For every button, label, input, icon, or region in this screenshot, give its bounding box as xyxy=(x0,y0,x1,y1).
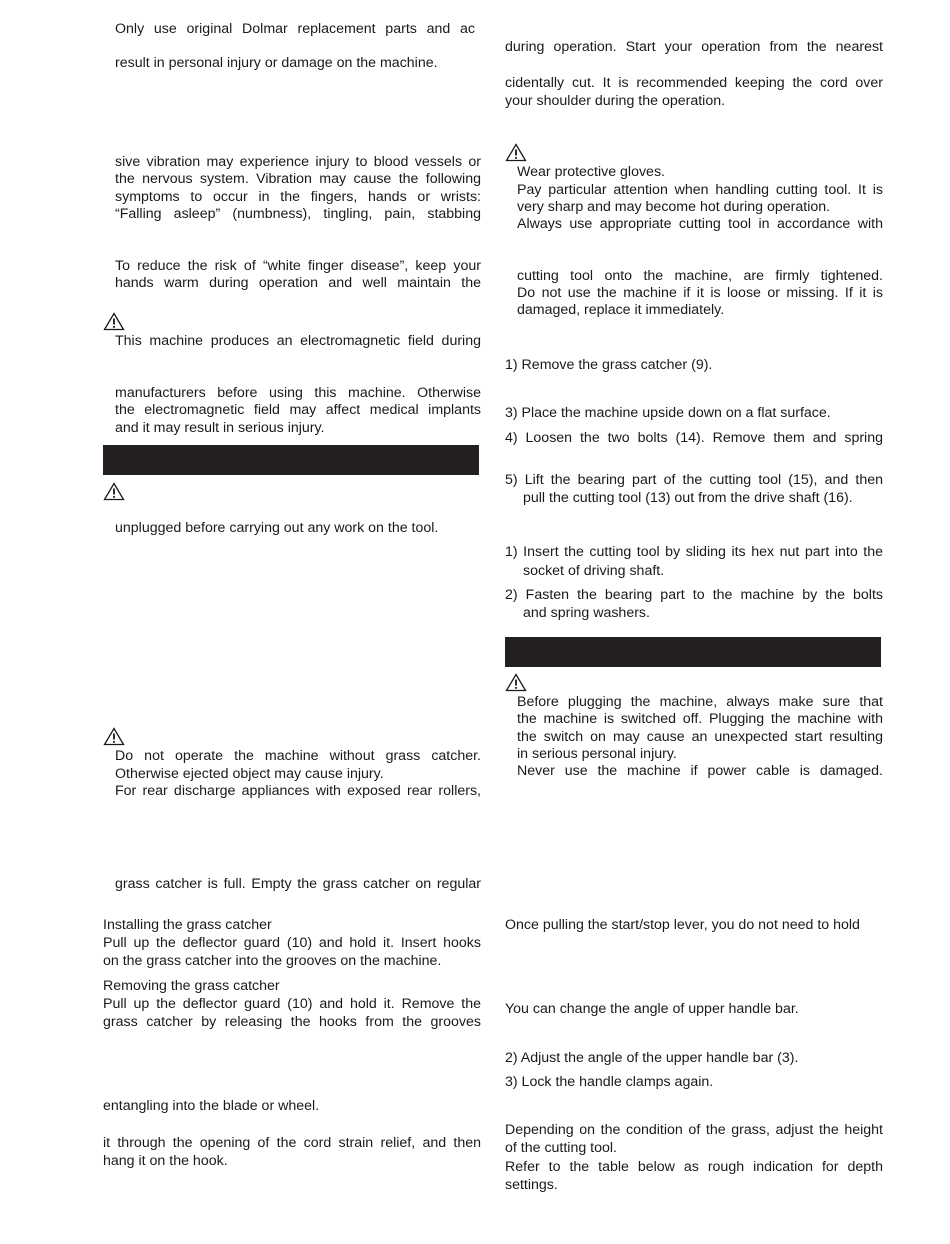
text-line: Wear protective gloves. xyxy=(517,164,665,180)
text-line: the machine is switched off. Plugging the machine with xyxy=(517,711,883,727)
text-line: Do not operate the machine without grass catcher. xyxy=(115,748,481,764)
text-line: sive vibration may experience injury to blood vessels or xyxy=(115,154,481,170)
text-line: pull the cutting tool (13) out from the drive shaft (16). xyxy=(523,490,853,506)
text-line: during operation. Start your operation from the nearest xyxy=(505,39,883,55)
text-line: You can change the angle of upper handle bar. xyxy=(505,1001,799,1017)
list-item: 1) Remove the grass catcher (9). xyxy=(505,357,713,373)
text-line: cutting tool onto the machine, are firmly tightened. xyxy=(517,268,883,284)
text-line: This machine produces an electromagnetic field during xyxy=(115,333,481,349)
warning-icon xyxy=(103,482,125,501)
text-line: For rear discharge appliances with exposed rear rollers, xyxy=(115,783,481,799)
text-line: Once pulling the start/stop lever, you do not need to hold xyxy=(505,917,860,933)
text-line: of the cutting tool. xyxy=(505,1140,617,1156)
text-line: and spring washers. xyxy=(523,605,650,621)
text-line: very sharp and may become hot during operation. xyxy=(517,199,831,215)
text-line: Always use appropriate cutting tool in accordance with xyxy=(517,216,883,232)
text-line: Refer to the table below as rough indication for depth xyxy=(505,1159,883,1175)
list-item: 3) Place the machine upside down on a flat surface. xyxy=(505,405,831,421)
list-item: 2) Fasten the bearing part to the machine by the bolts xyxy=(505,587,883,603)
text-line: the nervous system. Vibration may cause the following xyxy=(115,171,481,187)
text-line: the switch on may cause an unexpected start resulting xyxy=(517,729,883,745)
warning-icon xyxy=(505,673,527,692)
text-line: Pay particular attention when handling cutting tool. It is xyxy=(517,182,883,198)
text-line: in serious personal injury. xyxy=(517,746,677,762)
text-line: on the grass catcher into the grooves on the machine. xyxy=(103,953,442,969)
list-item: 4) Loosen the two bolts (14). Remove them and spring xyxy=(505,430,883,446)
subheading: Installing the grass catcher xyxy=(103,917,272,933)
text-line: Never use the machine if power cable is damaged. xyxy=(517,763,883,779)
warning-icon xyxy=(505,143,527,162)
text-line: unplugged before carrying out any work on the tool. xyxy=(115,520,439,536)
text-line: manufacturers before using this machine. Otherwise xyxy=(115,385,481,401)
text-line: To reduce the risk of “white finger disease”, keep your xyxy=(115,258,481,274)
text-line: cidentally cut. It is recommended keeping the cord over xyxy=(505,75,883,91)
text-line: entangling into the blade or wheel. xyxy=(103,1098,320,1114)
text-line: Do not use the machine if it is loose or missing. If it is xyxy=(517,285,883,301)
text-line: Pull up the deflector guard (10) and hold it. Remove the xyxy=(103,996,481,1012)
warning-icon xyxy=(103,312,125,331)
text-line: damaged, replace it immediately. xyxy=(517,302,725,318)
text-line: the electromagnetic field may affect medical implants xyxy=(115,402,481,418)
text-line: Only use original Dolmar replacement parts and ac xyxy=(115,21,475,37)
text-line: hang it on the hook. xyxy=(103,1153,228,1169)
text-line: Otherwise ejected object may cause injury. xyxy=(115,766,384,782)
warning-icon xyxy=(103,727,125,746)
text-line: Before plugging the machine, always make sure that xyxy=(517,694,883,710)
list-item: 1) Insert the cutting tool by sliding its hex nut part into the xyxy=(505,544,883,560)
text-line: result in personal injury or damage on the machine. xyxy=(115,55,438,71)
text-line: grass catcher by releasing the hooks from the grooves xyxy=(103,1014,481,1030)
section-header-bar xyxy=(103,445,479,475)
text-line: and it may result in serious injury. xyxy=(115,420,325,436)
list-item: 3) Lock the handle clamps again. xyxy=(505,1074,714,1090)
text-line: Depending on the condition of the grass, adjust the height xyxy=(505,1122,883,1138)
list-item: 2) Adjust the angle of the upper handle bar (3). xyxy=(505,1050,799,1066)
text-line: settings. xyxy=(505,1177,558,1193)
text-line: your shoulder during the operation. xyxy=(505,93,726,109)
subheading: Removing the grass catcher xyxy=(103,978,280,994)
text-line: hands warm during operation and well maintain the xyxy=(115,275,481,291)
text-line: socket of driving shaft. xyxy=(523,563,665,579)
text-line: “Falling asleep” (numbness), tingling, pain, stabbing xyxy=(115,206,481,222)
text-line: Pull up the deflector guard (10) and hold it. Insert hooks xyxy=(103,935,481,951)
section-header-bar xyxy=(505,637,881,667)
text-line: grass catcher is full. Empty the grass catcher on regular xyxy=(115,876,481,892)
text-line: it through the opening of the cord strain relief, and then xyxy=(103,1135,481,1151)
list-item: 5) Lift the bearing part of the cutting tool (15), and then xyxy=(505,472,883,488)
text-line: symptoms to occur in the fingers, hands or wrists: xyxy=(115,189,481,205)
